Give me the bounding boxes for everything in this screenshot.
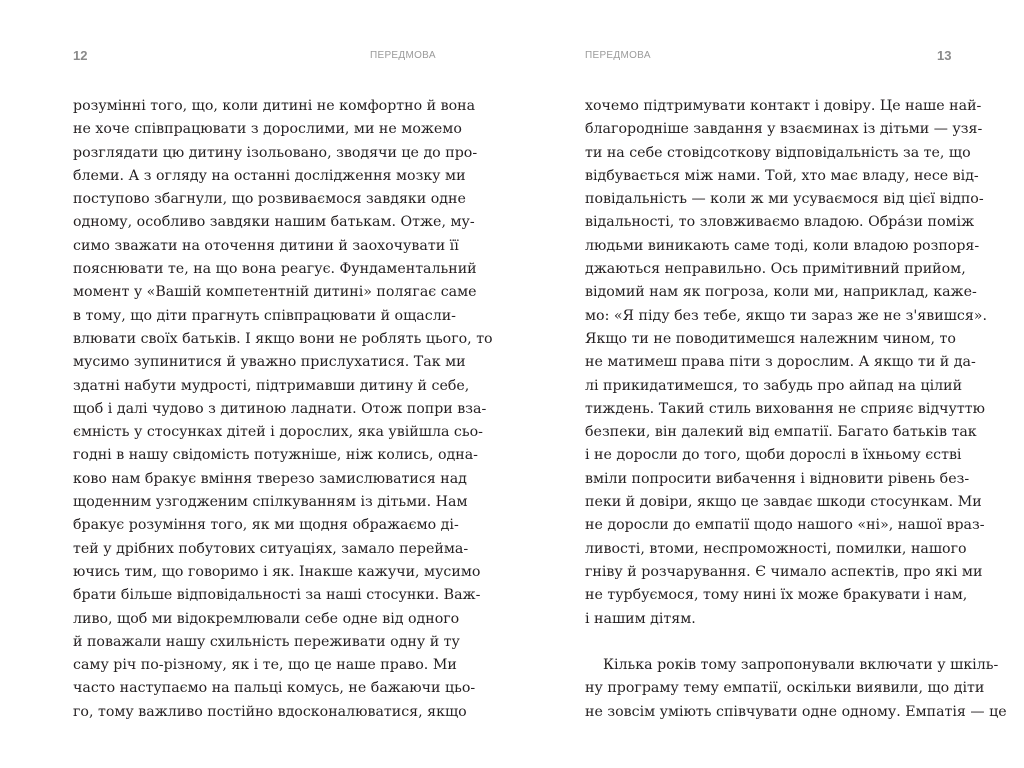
text-line: мо: «Я піду без тебе, якщо ти зараз же не з'явишся». — [585, 307, 987, 324]
right-page — [512, 0, 1024, 768]
text-line: одному, особливо завдяки нашим батькам. Отже, му- — [73, 214, 475, 231]
text-line: не матимеш права піти з дорослим. А якщо ти й да- — [585, 354, 976, 371]
right-page-number: 13 — [937, 48, 952, 63]
text-line: лі прикидатимешся, то забудь про айпад на цілий — [585, 377, 963, 394]
text-line: тей у дрібних побутових ситуаціях, замало перейма- — [73, 540, 469, 557]
text-line: ємність у стосунках дітей і дорослих, яка увійшла сьо- — [73, 424, 483, 441]
text-line: не зовсім уміють співчувати одне одному. Емпатія — це — [585, 703, 1007, 720]
paragraph-gap — [585, 631, 952, 654]
right-body-text — [585, 95, 1007, 724]
text-line: щоденним узгодженим спілкуванням із дітьми. Нам — [73, 494, 468, 511]
text-line: часто наступаємо на пальці комусь, не бажаючи цьо- — [73, 680, 476, 697]
text-line: симо зважати на оточення дитини й заохочувати її — [73, 237, 459, 254]
text-line: відальності, то зловживаємо владою. Обра́зи поміж — [585, 214, 975, 231]
text-line: в тому, що діти прагнуть співпрацювати й ощасли- — [73, 307, 456, 324]
text-line: здатні набути мудрості, підтримавши дитину й себе, — [73, 377, 470, 394]
text-line: бракує розуміння того, як ми щодня ображаємо ді- — [73, 517, 459, 534]
left-page-number: 12 — [73, 48, 88, 63]
text-line: гніву й розчарування. Є чимало аспектів, про які ми — [585, 563, 983, 580]
text-line: ну програму тему емпатії, оскільки виявили, що діти — [585, 680, 985, 697]
text-line: блеми. А з огляду на останні дослідження мозку ми — [73, 167, 466, 184]
text-line: саму річ по-різному, як і те, що це наше право. Ми — [73, 657, 457, 674]
text-line: відбувається між нами. Той, хто має владу, несе від- — [585, 167, 979, 184]
text-line: не доросли до емпатії щодо нашого «ні», нашої враз- — [585, 517, 985, 534]
text-line: ти на себе стовідсоткову відповідальність за те, що — [585, 144, 971, 161]
text-line: і нашим дітям. — [585, 610, 696, 627]
left-running-head: ПЕРЕДМОВА — [370, 50, 436, 61]
text-line: ково нам бракує вміння тверезо замислюватися над — [73, 470, 467, 487]
text-line: го, тому важливо постійно вдосконалюватися, якщо — [73, 703, 467, 720]
left-body-text — [73, 95, 493, 724]
text-line: розумінні того, що, коли дитині не комфортно й вона — [73, 98, 476, 114]
text-line: вміли попросити вибачення і відновити рівень без- — [585, 470, 970, 487]
text-line: ючись тим, що говоримо і як. Інакше кажучи, мусимо — [73, 563, 481, 580]
text-line: джаються неправильно. Ось примітивний прийом, — [585, 261, 966, 278]
text-line: не хоче співпрацювати з дорослими, ми не можемо — [73, 121, 462, 138]
text-line: й поважали нашу схильність переживати одну й ту — [73, 633, 460, 650]
text-line: безпеки, він далекий від емпатії. Багато батьків так — [585, 424, 977, 441]
text-line: момент у «Вашій компетентній дитині» полягає саме — [73, 284, 477, 301]
text-line: тиждень. Такий стиль виховання не сприяє відчуттю — [585, 400, 985, 417]
text-line: людьми виникають саме тоді, коли владою розпоря- — [585, 237, 980, 254]
text-line: Кілька років тому запропонували включати у шкіль- — [603, 657, 999, 674]
text-line: Якщо ти не поводитимешся належним чином, то — [585, 330, 956, 347]
right-running-head: ПЕРЕДМОВА — [585, 50, 651, 61]
text-line: пеки й довіри, якщо це завдає шкоди стосункам. Ми — [585, 494, 982, 511]
text-line: поступово збагнули, що розвиваємося завдяки одне — [73, 191, 466, 208]
text-line: розглядати цю дитину ізольовано, зводячи це до про- — [73, 144, 478, 161]
text-line: ливо, щоб ми відокремлювали себе одне від одного — [73, 610, 460, 627]
text-line: і не доросли до того, щоби дорослі в їхньому єстві — [585, 447, 962, 464]
text-line: не турбуємося, тому нині їх може бракувати і нам, — [585, 587, 968, 604]
text-line: щоб і далі чудово з дитиною ладнати. Отож попри вза- — [73, 400, 487, 417]
text-line: мусимо зупинитися й уважно прислухатися. Так ми — [73, 354, 466, 371]
text-line: брати більше відповідальності за наші стосунки. Важ- — [73, 587, 481, 604]
text-line: влювати своїх батьків. І якщо вони не роблять цього, то — [73, 330, 493, 347]
text-line: пояснювати те, на що вона реагує. Фундаментальний — [73, 261, 477, 278]
text-line: ливості, втоми, неспроможності, помилки, нашого — [585, 540, 967, 557]
text-line: годні в нашу свідомість потужніше, ніж колись, одна- — [73, 447, 478, 464]
text-line: повідальність — коли ж ми усуваємося від цієї відпо- — [585, 191, 984, 208]
text-line: благородніше завдання у взаєминах із дітьми — узя- — [585, 121, 983, 138]
text-line: відомий нам як погроза, коли ми, наприклад, каже- — [585, 284, 977, 301]
text-line: хочемо підтримувати контакт і довіру. Це наше най- — [585, 98, 982, 114]
